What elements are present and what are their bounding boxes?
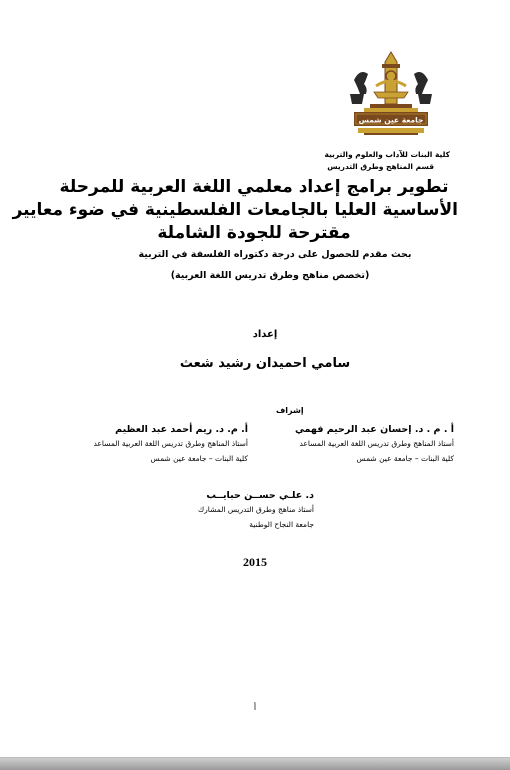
author-name: سامي احميدان رشيد شعث [179, 356, 351, 371]
title-line-2: الأساسية العليا بالجامعات الفلسطينية في ضوء معايير [12, 200, 458, 220]
supervisor-2 [93, 424, 248, 463]
supervisor-role: أستاذ مناهج وطرق التدريس المشارك [197, 505, 314, 514]
year: 2015 [243, 555, 267, 569]
supervisor-affiliation: كلية البنات – جامعة عين شمس [150, 454, 248, 463]
supervisor-affiliation: كلية البنات – جامعة عين شمس [356, 454, 454, 463]
supervisor-name: د. علـي حســن حبايــب [206, 490, 314, 501]
supervisor-role: أستاذ المناهج وطرق تدريس اللغة العربية المساعد [93, 439, 248, 448]
supervisor-3 [198, 490, 314, 529]
viewer-footer-bar [0, 758, 510, 770]
title-line-1: تطوير برامج إعداد معلمي اللغة العربية للمرحلة [59, 177, 449, 197]
specialization: (تخصص مناهج وطرق تدريس اللغة العربية) [170, 270, 370, 281]
prepared-by-label: إعداد [252, 329, 278, 340]
supervisor-name: أ . م . د. إحسان عبد الرحيم فهمي [294, 424, 454, 435]
page-number: أ [253, 703, 257, 712]
department-name: قسم المناهج وطرق التدريس [327, 162, 434, 171]
title-line-3: مقترحة للجودة الشاملة [157, 223, 351, 243]
logo-university-name: جامعة عين شمس [358, 115, 424, 125]
supervisor-role: أستاذ المناهج وطرق تدريس اللغة العربية المساعد [299, 439, 454, 448]
supervisor-1 [295, 424, 454, 463]
thesis-title [12, 176, 458, 245]
degree-statement: بحث مقدم للحصول على درجة دكتوراه الفلسفة في التربية [138, 249, 412, 260]
supervisor-affiliation: جامعة النجاح الوطنية [249, 520, 314, 529]
supervision-label: إشراف [276, 406, 304, 415]
faculty-name: كلية البنات للآداب والعلوم والتربية [324, 150, 450, 159]
supervisor-name: أ. م. د. ريم أحمد عبد العظيم [115, 424, 248, 435]
ain-shams-emblem-icon [336, 50, 446, 150]
